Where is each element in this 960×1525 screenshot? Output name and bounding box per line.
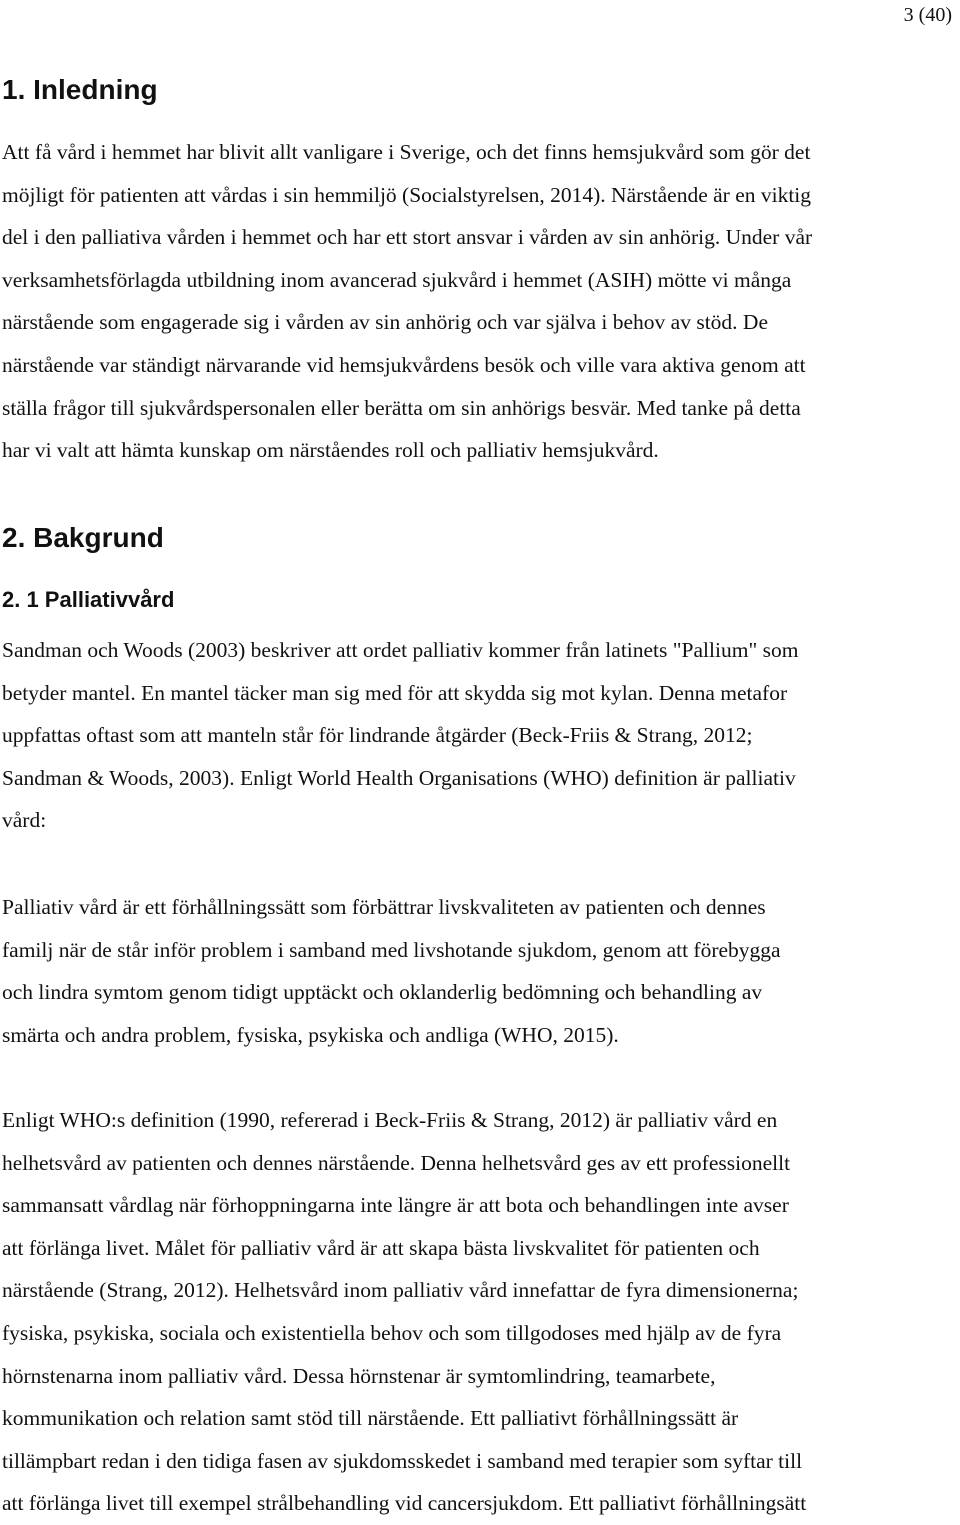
text-line: smärta och andra problem, fysiska, psykiska och andliga (WHO, 2015). [2, 1022, 619, 1047]
text-line: del i den palliativa vården i hemmet och har ett stort ansvar i vården av sin anhörig. Under vår [2, 225, 813, 250]
text-line: och lindra symtom genom tidigt upptäckt och oklanderlig bedömning och behandling av [2, 980, 763, 1005]
text-line: kommunikation och relation samt stöd till närstående. Ett palliativt förhållningssätt är [2, 1406, 739, 1431]
paragraph-palliative [2, 629, 958, 842]
paragraph-who-definition [2, 1099, 958, 1525]
text-line: har vi valt att hämta kunskap om närståendes roll och palliativ hemsjukvård. [2, 438, 659, 463]
text-line: tillämpbart redan i den tidiga fasen av sjukdomsskedet i samband med terapier som syftar till [2, 1448, 803, 1473]
text-line: fysiska, psykiska, sociala och existentiella behov och som tillgodoses med hjälp av de fyra [2, 1320, 782, 1345]
text-line: närstående som engagerade sig i vården av sin anhörig och var själva i behov av stöd. De [2, 310, 768, 335]
text-line: familj när de står inför problem i samband med livshotande sjukdom, genom att förebygga [2, 937, 781, 962]
heading-palliativvard: 2. 1 Palliativvård [2, 587, 175, 612]
heading-inledning: 1. Inledning [2, 74, 158, 105]
paragraph-who-quote [2, 886, 958, 1056]
text-line: Att få vård i hemmet har blivit allt vanligare i Sverige, och det finns hemsjukvård som gör det [2, 140, 811, 164]
text-line: ställa frågor till sjukvårdspersonalen eller berätta om sin anhörigs besvär. Med tanke på detta [2, 395, 801, 420]
text-line: närstående (Strang, 2012). Helhetsvård inom palliativ vård innefattar de fyra dimensionerna; [2, 1278, 799, 1303]
text-line: hörnstenarna inom palliativ vård. Dessa hörnstenar är symtomlindring, teamarbete, [2, 1363, 716, 1388]
text-line: sammansatt vårdlag när förhoppningarna inte längre är att bota och behandlingen inte avser [2, 1193, 789, 1218]
text-line: uppfattas oftast som att manteln står för lindrande åtgärder (Beck-Friis & Strang, 2012; [2, 723, 753, 748]
text-line: betyder mantel. En mantel täcker man sig med för att skydda sig mot kylan. Denna metafor [2, 680, 788, 705]
text-line: närstående var ständigt närvarande vid hemsjukvårdens besök och ville vara aktiva genom att [2, 352, 806, 377]
text-line: att förlänga livet. Målet för palliativ vård är att skapa bästa livskvalitet för patienten och [2, 1235, 760, 1260]
text-line: Enligt WHO:s definition (1990, refererad i Beck-Friis & Strang, 2012) är palliativ vård en [2, 1108, 778, 1132]
text-line: möjligt för patienten att vårdas i sin hemmiljö (Socialstyrelsen, 2014). Närstående är en viktig [2, 182, 812, 207]
paragraph-intro [2, 131, 958, 472]
text-line: att förlänga livet till exempel strålbehandling vid cancersjukdom. Ett palliativt förhållningsätt [2, 1491, 807, 1516]
heading-bakgrund: 2. Bakgrund [2, 522, 164, 553]
text-line: Sandman och Woods (2003) beskriver att ordet palliativ kommer från latinets "Pallium" som [2, 638, 799, 662]
text-line: vård: [2, 808, 47, 833]
text-line: helhetsvård av patienten och dennes närstående. Denna helhetsvård ges av ett professionellt [2, 1150, 791, 1175]
text-line: Sandman & Woods, 2003). Enligt World Health Organisations (WHO) definition är palliativ [2, 765, 796, 790]
text-line: Palliativ vård är ett förhållningssätt som förbättrar livskvaliteten av patienten och dennes [2, 895, 766, 919]
page-number: 3 (40) [903, 4, 952, 26]
text-line: verksamhetsförlagda utbildning inom avancerad sjukvård i hemmet (ASIH) mötte vi många [2, 267, 792, 292]
